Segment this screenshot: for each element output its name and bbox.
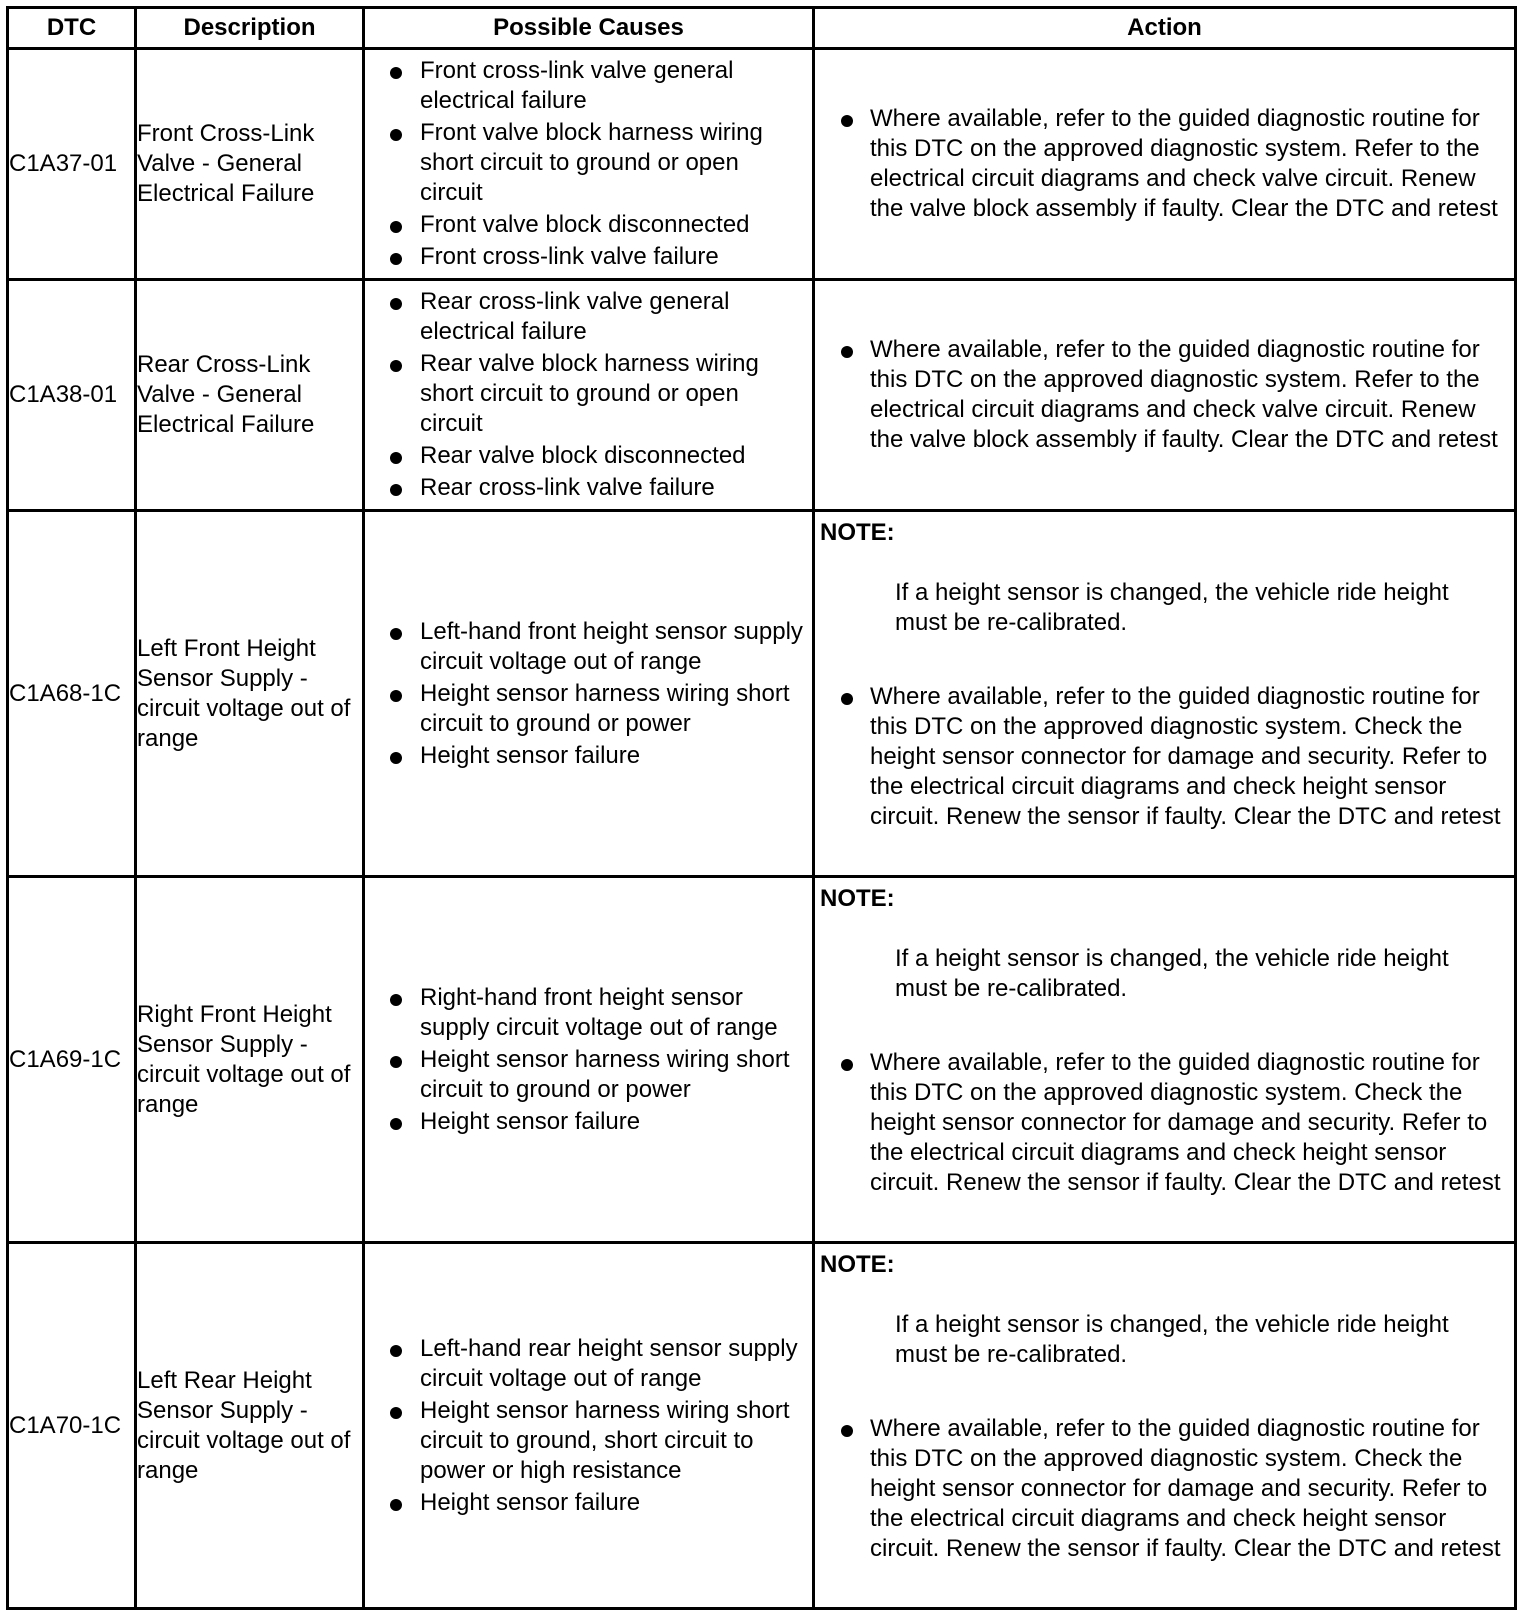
dtc-code: C1A38-01 bbox=[8, 280, 136, 511]
list-item: Front valve block disconnected bbox=[365, 210, 812, 240]
dtc-table bbox=[6, 6, 1517, 1610]
header-description: Description bbox=[136, 8, 364, 49]
header-possible-causes: Possible Causes bbox=[364, 8, 814, 49]
action-cell bbox=[814, 511, 1516, 877]
header-row bbox=[8, 8, 1516, 49]
note-label: NOTE: bbox=[820, 519, 895, 546]
action-cell bbox=[814, 280, 1516, 511]
action-list bbox=[815, 682, 1514, 832]
note-label: NOTE: bbox=[820, 885, 895, 912]
causes-list bbox=[365, 617, 812, 771]
dtc-description: Left Rear Height Sensor Supply - circuit voltage out of range bbox=[136, 1243, 364, 1609]
list-item: Left-hand front height sensor supply circuit voltage out of range bbox=[365, 617, 812, 677]
note-text: If a height sensor is changed, the vehicle ride height must be re-calibrated. bbox=[895, 945, 1449, 1002]
header-dtc: DTC bbox=[8, 8, 136, 49]
list-item: Left-hand rear height sensor supply circuit voltage out of range bbox=[365, 1334, 812, 1394]
action-text: Where available, refer to the guided diagnostic routine for this DTC on the approved diagnostic system. Check the height sensor connector for damage and security. Refer to the electrical circuit diagrams and check height sensor circuit. Renew the sensor if faulty. Clear the DTC and retest bbox=[815, 1414, 1514, 1564]
table-row bbox=[8, 877, 1516, 1243]
list-item: Height sensor harness wiring short circuit to ground or power bbox=[365, 1045, 812, 1105]
list-item: Height sensor failure bbox=[365, 741, 812, 771]
possible-causes bbox=[364, 49, 814, 280]
list-item: Front valve block harness wiring short circuit to ground or open circuit bbox=[365, 118, 812, 208]
action-list bbox=[815, 1414, 1514, 1564]
action-cell bbox=[814, 49, 1516, 280]
list-item: Front cross-link valve failure bbox=[365, 242, 812, 272]
action-text: Where available, refer to the guided diagnostic routine for this DTC on the approved diagnostic system. Check the height sensor connector for damage and security. Refer to the electrical circuit diagrams and check height sensor circuit. Renew the sensor if faulty. Clear the DTC and retest bbox=[815, 682, 1514, 832]
list-item: Rear cross-link valve general electrical failure bbox=[365, 287, 812, 347]
list-item: Rear valve block disconnected bbox=[365, 441, 812, 471]
table-row bbox=[8, 511, 1516, 877]
list-item: Height sensor harness wiring short circuit to ground, short circuit to power or high resistance bbox=[365, 1396, 812, 1486]
action-list bbox=[815, 104, 1514, 224]
note-label: NOTE: bbox=[820, 1251, 895, 1278]
dtc-description: Right Front Height Sensor Supply - circuit voltage out of range bbox=[136, 877, 364, 1243]
dtc-code: C1A37-01 bbox=[8, 49, 136, 280]
dtc-description: Front Cross-Link Valve - General Electrical Failure bbox=[136, 49, 364, 280]
table-row bbox=[8, 49, 1516, 280]
action-cell bbox=[814, 1243, 1516, 1609]
action-text: Where available, refer to the guided diagnostic routine for this DTC on the approved diagnostic system. Check the height sensor connector for damage and security. Refer to the electrical circuit diagrams and check height sensor circuit. Renew the sensor if faulty. Clear the DTC and retest bbox=[815, 1048, 1514, 1198]
note-text: If a height sensor is changed, the vehicle ride height must be re-calibrated. bbox=[895, 1311, 1449, 1368]
action-text: Where available, refer to the guided diagnostic routine for this DTC on the approved diagnostic system. Refer to the electrical circuit diagrams and check valve circuit. Renew the valve block assembly if faulty. Clear the DTC and retest bbox=[815, 104, 1514, 224]
list-item: Rear cross-link valve failure bbox=[365, 473, 812, 503]
causes-list bbox=[365, 983, 812, 1137]
dtc-code: C1A70-1C bbox=[8, 1243, 136, 1609]
causes-list bbox=[365, 1334, 812, 1518]
list-item: Rear valve block harness wiring short circuit to ground or open circuit bbox=[365, 349, 812, 439]
causes-list bbox=[365, 56, 812, 272]
possible-causes bbox=[364, 1243, 814, 1609]
table-row bbox=[8, 280, 1516, 511]
list-item: Front cross-link valve general electrical failure bbox=[365, 56, 812, 116]
note-text: If a height sensor is changed, the vehicle ride height must be re-calibrated. bbox=[895, 579, 1449, 636]
dtc-code: C1A69-1C bbox=[8, 877, 136, 1243]
causes-list bbox=[365, 287, 812, 503]
list-item: Height sensor failure bbox=[365, 1107, 812, 1137]
list-item: Height sensor failure bbox=[365, 1488, 812, 1518]
dtc-description: Rear Cross-Link Valve - General Electrical Failure bbox=[136, 280, 364, 511]
list-item: Height sensor harness wiring short circuit to ground or power bbox=[365, 679, 812, 739]
dtc-description: Left Front Height Sensor Supply - circuit voltage out of range bbox=[136, 511, 364, 877]
action-list bbox=[815, 335, 1514, 455]
possible-causes bbox=[364, 280, 814, 511]
action-text: Where available, refer to the guided diagnostic routine for this DTC on the approved diagnostic system. Refer to the electrical circuit diagrams and check valve circuit. Renew the valve block assembly if faulty. Clear the DTC and retest bbox=[815, 335, 1514, 455]
possible-causes bbox=[364, 511, 814, 877]
table-row bbox=[8, 1243, 1516, 1609]
action-list bbox=[815, 1048, 1514, 1198]
action-cell bbox=[814, 877, 1516, 1243]
possible-causes bbox=[364, 877, 814, 1243]
dtc-code: C1A68-1C bbox=[8, 511, 136, 877]
list-item: Right-hand front height sensor supply circuit voltage out of range bbox=[365, 983, 812, 1043]
header-action: Action bbox=[814, 8, 1516, 49]
